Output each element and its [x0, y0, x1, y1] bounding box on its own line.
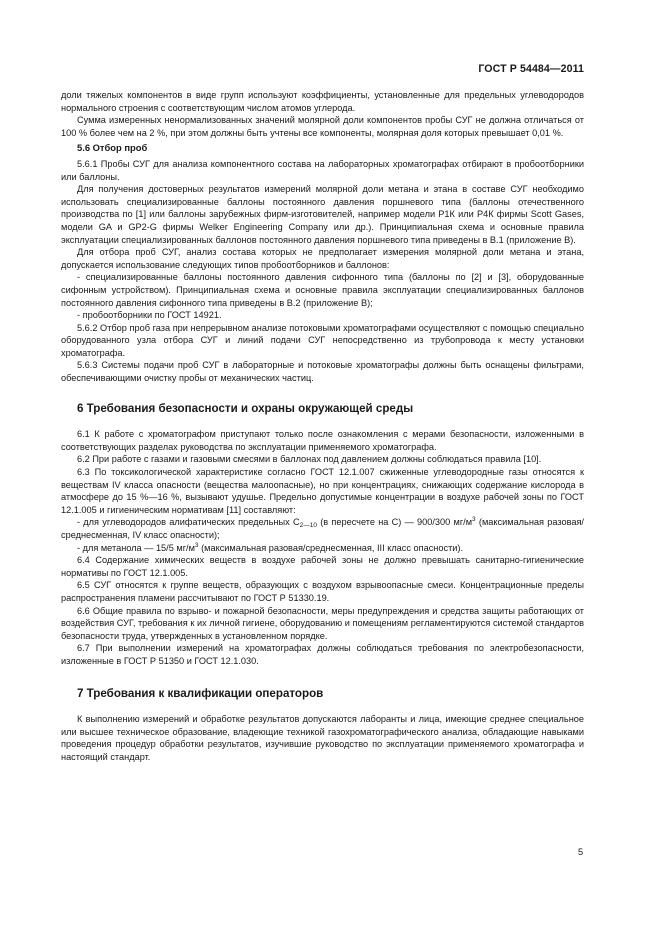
paragraph-6-3: 6.3 По токсикологической характеристике согласно ГОСТ 12.1.007 сжиженные углеводородные газы относятся к веществам IV класса опасности (вещества малоопасные), но при концентрациях, снижающих содержание кислорода в атмосфере до 15 %—16 %, вызывают удушье. Предельно допустимые концентрации в воздухе рабочей зоны по ГОСТ 12.1.005 и гигиеническим нормативам [11] составляют: — [61, 467, 584, 515]
paragraph-5-6-cylinders: Для получения достоверных результатов измерений молярной доли метана и этана в составе СУГ необходимо использовать специализированные баллоны постоянного давления поршневого типа (баллоны отечественного производства по [1] или баллоны зарубежных фирм-изготовителей, например модели Р1К или Р4К фирмы Scott Gases, модели GA и GP2-G фирмы Welker Engineering Company или др.). Принципиальная схема и основные правила эксплуатации специализированных баллонов постоянного давления поршневого типа приведены в В.1 (приложение В). — [61, 184, 584, 245]
list-item-methanol — [61, 542, 584, 555]
paragraph-5-6-sampling-types: Для отбора проб СУГ, анализ состава которых не предполагает измерения молярной доли метана и этана, допускается использование следующих типов пробоотборников и баллонов: — [61, 247, 584, 270]
intro-paragraph-1: доли тяжелых компонентов в виде групп используют коэффициенты, установленные для предельных углеводородов нормального строения с соответствующим числом атомов углерода. — [61, 90, 584, 113]
methanol-text-a: - для метанола — 15/5 мг/м — [77, 542, 195, 553]
document-id-header: ГОСТ Р 54484—2011 — [478, 63, 584, 75]
subsection-5-6-heading: 5.6 Отбор проб — [77, 142, 148, 154]
paragraph-5-6-2: 5.6.2 Отбор проб газа при непрерывном анализе потоковыми хроматографами осуществляют с помощью специально оборудованного узла отбора СУГ и линий подачи СУГ непосредственно из трубопровода к месту установки хроматографа. — [61, 322, 584, 358]
paragraph-7-1: К выполнению измерений и обработке результатов допускаются лаборанты и лица, имеющие среднее специальное или высшее техническое образование, владеющие техникой газохроматографического анализа, обладающие навыками проведения процедур обработки результатов, изучившие руководство по эксплуатации применяемого хроматографа и настоящий стандарт. — [61, 714, 584, 762]
list-item-samplers: - пробоотборники по ГОСТ 14921. — [77, 310, 222, 321]
list-item-hydrocarbons — [61, 516, 584, 541]
hydrocarbons-text-b: (в пересчете на С) — 900/300 мг/м — [316, 517, 473, 528]
intro-paragraph-2: Сумма измеренных ненормализованных значений молярной доли компонентов пробы СУГ не должна отличаться от 100 % более чем на 2 %, при этом должны быть учтены все компоненты, молярная доля которых превышает 0,01 %. — [61, 115, 584, 138]
section-6-heading: 6 Требования безопасности и охраны окружающей среды — [77, 401, 414, 415]
document-body — [61, 89, 584, 764]
paragraph-5-6-3: 5.6.3 Системы подачи проб СУГ в лабораторные и потоковые хроматографы должны быть оснащены фильтрами, обеспечивающими очистку пробы от механических частиц. — [61, 360, 584, 384]
page-number: 5 — [578, 847, 584, 857]
methanol-text-b: (максимальная разовая/среднесменная, III класс опасности). — [198, 542, 464, 553]
paragraph-6-7: 6.7 При выполнении измерений на хроматографах должны соблюдаться требования по электробезопасности, изложенные в ГОСТ Р 51350 и ГОСТ 12.1.030. — [61, 643, 584, 666]
paragraph-5-6-1: 5.6.1 Пробы СУГ для анализа компонентного состава на лабораторных хроматографах отбирают в пробоотборники или баллоны. — [61, 158, 584, 182]
paragraph-6-4: 6.4 Содержание химических веществ в воздухе рабочей зоны не должно превышать санитарно-гигиенические нормативы по ГОСТ 12.1.005. — [61, 555, 584, 578]
paragraph-6-1: 6.1 К работе с хроматографом приступают только после ознакомления с мерами безопасности, изложенными в соответствующих разделах руководства по эксплуатации применяемого хроматографа. — [61, 429, 584, 452]
paragraph-6-2: 6.2 При работе с газами и газовыми смесями в баллонах под давлением должны соблюдаться правила [10]. — [77, 454, 542, 465]
hydrocarbons-text-a: - для углеводородов алифатических предельных С — [77, 517, 300, 528]
list-item-siphon-cylinders: - специализированные баллоны постоянного давления сифонного типа (баллоны по [2] и [3], оборудованные сифонным устройством). Принципиальная схема и основные правила эксплуатации специализированных баллонов постоянного давления сифонного типа приведены в В.2 (приложение В); — [61, 272, 584, 308]
paragraph-6-5: 6.5 СУГ относятся к группе веществ, образующих с воздухом взрывоопасные смеси. Концентрационные пределы распространения пламени рассчитывают по ГОСТ Р 51330.19. — [61, 580, 584, 603]
section-7-heading: 7 Требования к квалификации операторов — [77, 686, 324, 700]
cubic-superscript: 3 — [472, 516, 476, 524]
carbon-range-subscript: 2—10 — [299, 522, 317, 530]
hydrocarbons-text-c: (максимальная разовая/среднесменная, IV класс опасности); — [61, 517, 584, 540]
paragraph-6-6: 6.6 Общие правила по взрыво- и пожарной безопасности, меры предупреждения и средства защиты работающих от воздействия СУГ, требования к их личной гигиене, оборудованию и помещениям регламентируются системой стандартов безопасности труда, утвержденных в установленном порядке. — [61, 605, 584, 641]
methanol-cubic-superscript: 3 — [194, 541, 199, 549]
